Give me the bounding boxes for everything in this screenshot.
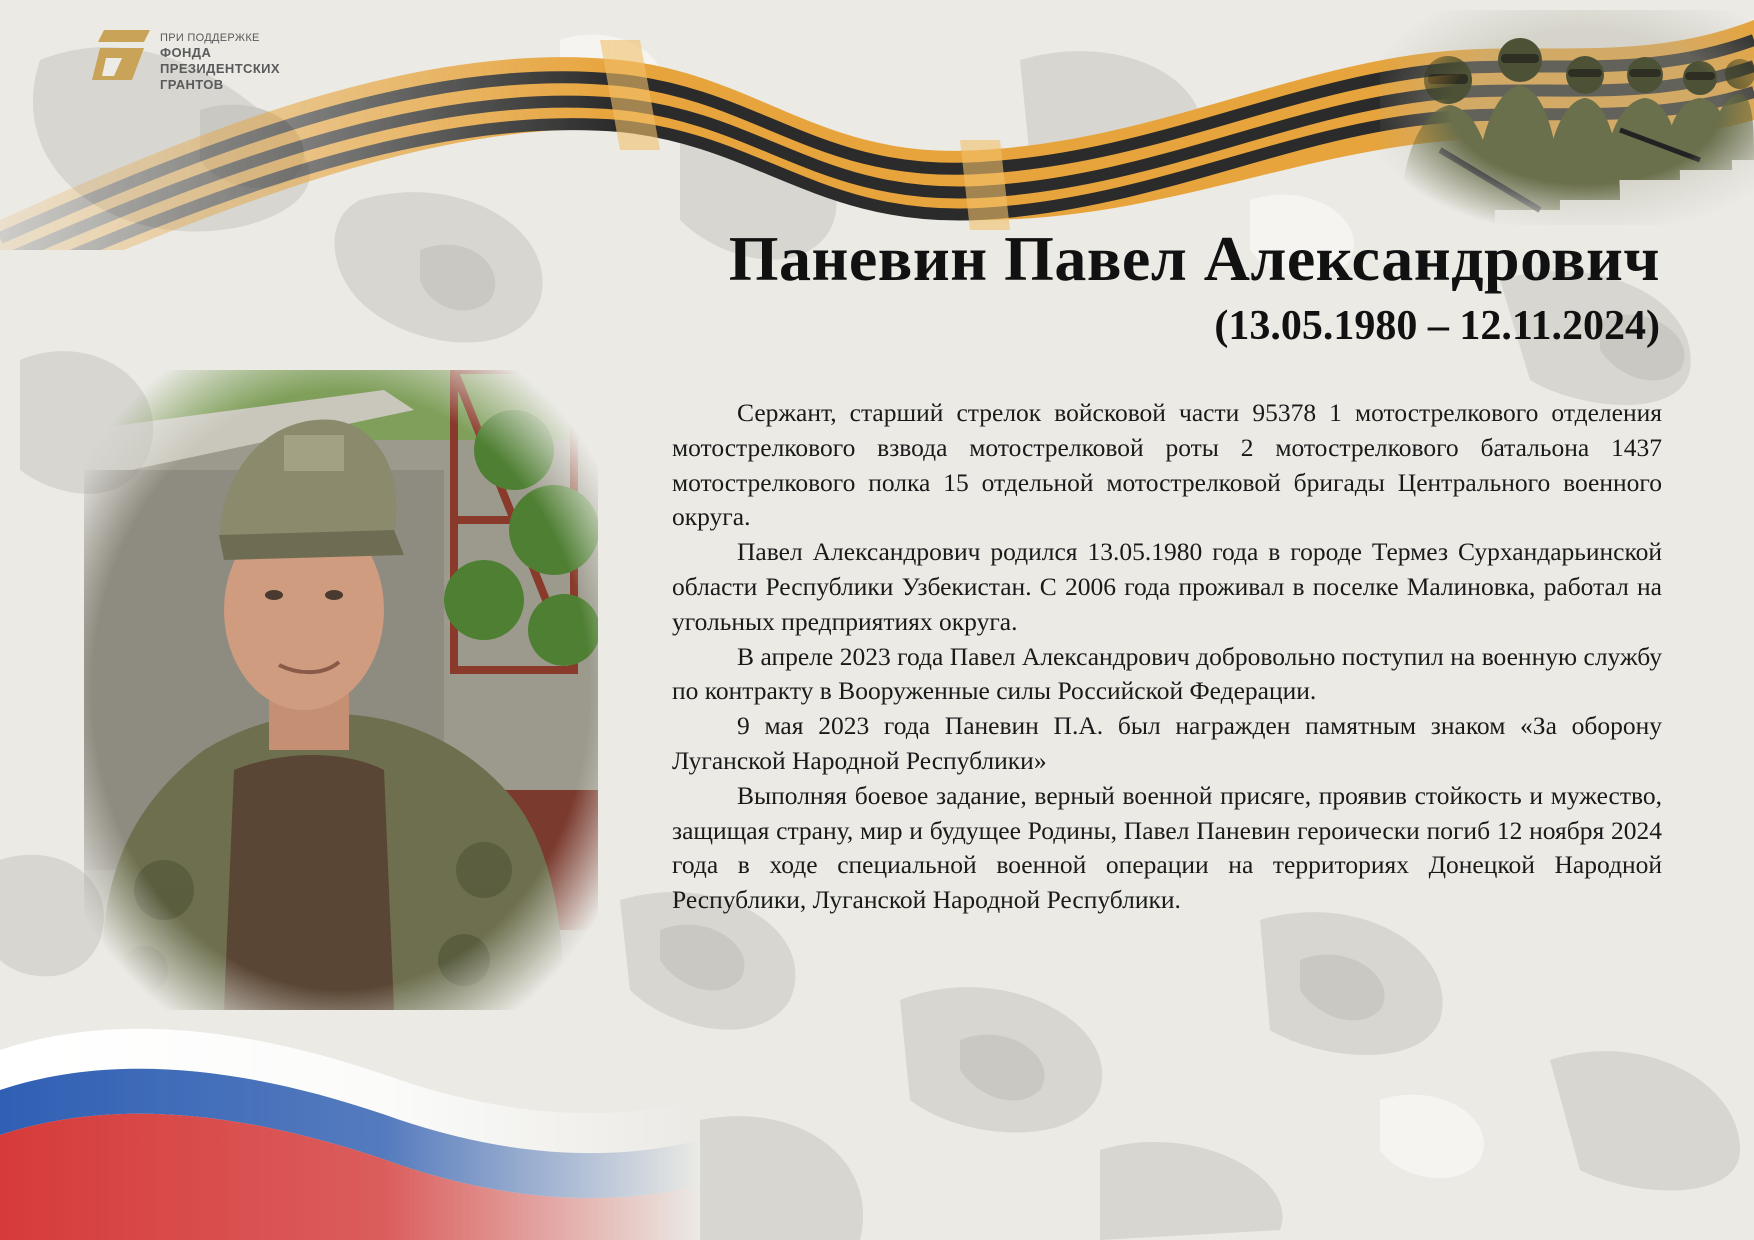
bio-paragraph-5: Выполняя боевое задание, верный военной присяге, проявив стойкость и мужество, защищая страну, мир и будущее Родины, Павел Паневин героически погиб 12 ноября 2024 года в ходе специальной военной операции на территориях Донецкой Народной Республики, Луганской Народной Республики. — [672, 780, 1662, 915]
bio-paragraph-4: 9 мая 2023 года Паневин П.А. был награжден памятным знаком «За оборону Луганской Народной Республики» — [672, 711, 1662, 775]
bio-paragraph-3: В апреле 2023 года Павел Александрович добровольно поступил на военную службу по контракту в Вооруженные силы Российской Федерации. — [672, 641, 1662, 706]
logo-text — [160, 32, 280, 93]
logo-line-4: ГРАНТОВ — [160, 77, 224, 93]
logo-line-1: ПРИ ПОДДЕРЖКЕ — [160, 32, 260, 44]
presidential-grants-logo — [92, 28, 332, 108]
page-title: Паневин Павел Александрович — [728, 223, 1660, 294]
tricolor-wave — [0, 1010, 700, 1240]
life-dates: (13.05.1980 – 12.11.2024) — [1214, 303, 1660, 349]
portrait-photo — [84, 370, 598, 1010]
biography-text — [672, 396, 1662, 918]
bio-paragraph-1: Сержант, старший стрелок войсковой части 95378 1 мотострелкового отделения мотострелкового взвода мотострелковой роты 2 мотострелкового батальона 1437 мотострелкового полка 15 отдельной мотострелковой бригады Центрального военного округа. — [672, 398, 1662, 532]
soldiers-image — [1380, 10, 1754, 225]
grant-logo-icon — [92, 28, 152, 82]
logo-line-3: ПРЕЗИДЕНТСКИХ — [160, 61, 280, 77]
bio-paragraph-2: Павел Александрович родился 13.05.1980 года в городе Термез Сурхандарьинской области Республики Узбекистан. С 2006 года проживал в поселке Малиновка, работал на угольных предприятиях округа. — [672, 537, 1662, 636]
logo-line-2: ФОНДА — [160, 45, 212, 61]
